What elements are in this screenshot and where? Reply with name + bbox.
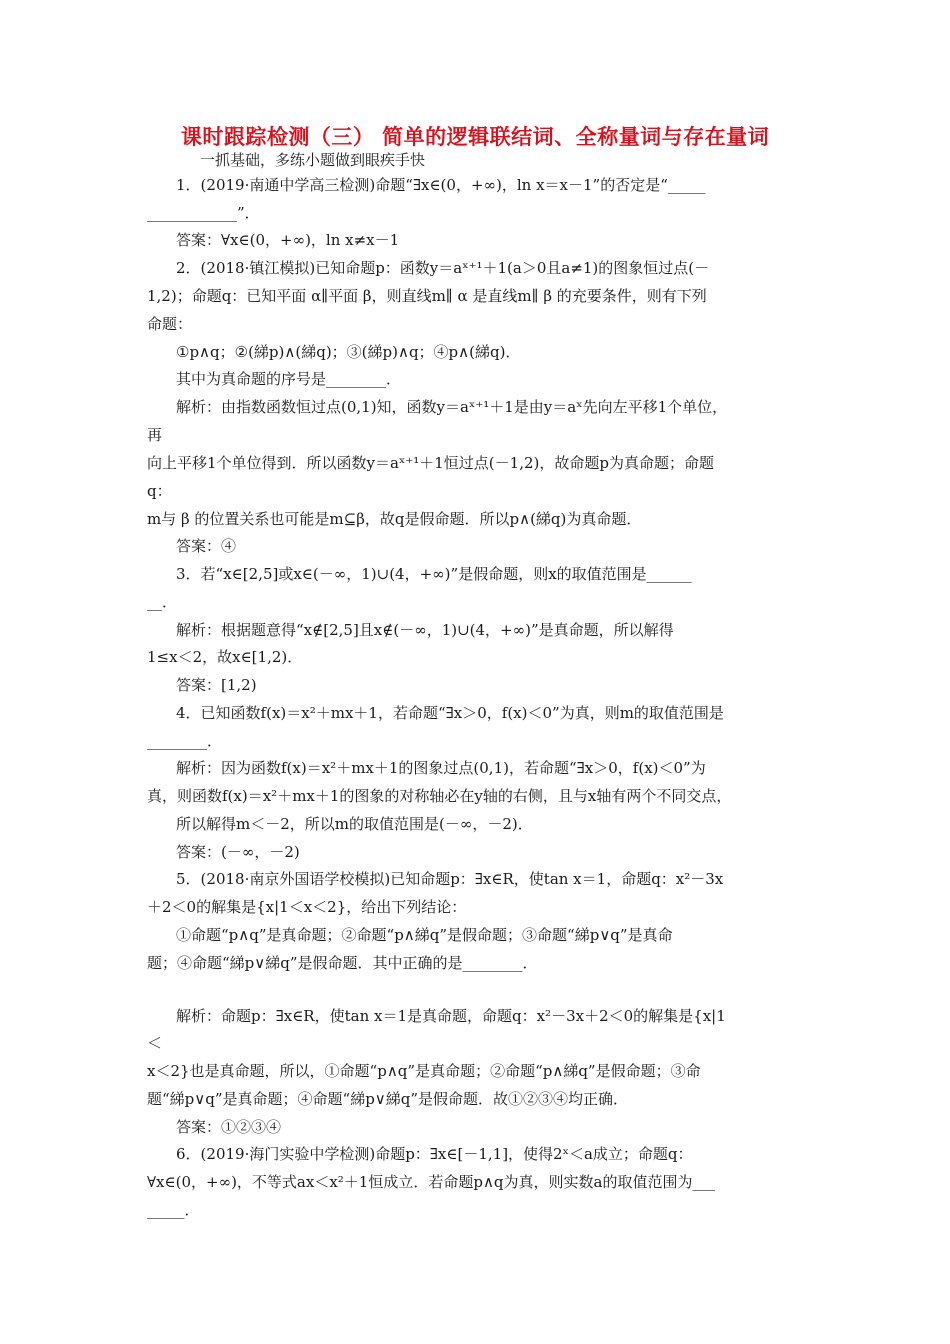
text-line: 答案：(－∞，－2) bbox=[176, 843, 300, 861]
text-line: 解析：由指数函数恒过点(0,1)知，函数y＝aˣ⁺¹＋1是由y＝aˣ先向左平移1个单位， bbox=[176, 398, 728, 416]
text-line: ________． bbox=[147, 732, 223, 750]
text-line: 答案：④ bbox=[176, 537, 237, 555]
text-line: 3．若“x∈[2,5]或x∈(－∞，1)∪(4，+∞)”是假命题，则x的取值范围是______ bbox=[176, 565, 692, 583]
text-line: 题；④命题“綈p∨綈q”是假命题．其中正确的是________． bbox=[147, 954, 538, 972]
text-line: x＜2}也是真命题，所以，①命题“p∧q”是真命题；②命题“p∧綈q”是假命题；③命 bbox=[147, 1062, 701, 1080]
text-line: 1,2)；命题q：已知平面 α∥平面 β，则直线m∥ α 是直线m∥ β 的充要条件，则有下列 bbox=[147, 287, 707, 305]
text-line: 1．(2019·南通中学高三检测)命题“∃x∈(0，+∞)，ln x＝x－1”的否定是“_____ bbox=[176, 176, 706, 194]
text-line: 命题： bbox=[147, 315, 193, 333]
text-line: 2．(2018·镇江模拟)已知命题p：函数y＝aˣ⁺¹＋1(a＞0且a≠1)的图象恒过点(－ bbox=[176, 259, 710, 277]
text-line: ____________”． bbox=[147, 204, 260, 222]
text-line: 1≤x＜2，故x∈[1,2)． bbox=[147, 648, 303, 666]
text-line: 解析：根据题意得“x∉[2,5]且x∉(－∞，1)∪(4，+∞)”是真命题，所以解得 bbox=[176, 621, 674, 639]
text-line: 答案：[1,2) bbox=[176, 676, 257, 694]
text-line: m与 β 的位置关系也可能是m⊆β，故q是假命题．所以p∧(綈q)为真命题． bbox=[147, 510, 642, 528]
text-line: 题“綈p∨q”是真命题；④命题“綈p∨綈q”是假命题．故①②③④均正确． bbox=[147, 1090, 629, 1108]
text-line: 5．(2018·南京外国语学校模拟)已知命题p：∃x∈R，使tan x＝1，命题q：x²－3x bbox=[176, 870, 724, 888]
text-line: 解析：命题p：∃x∈R，使tan x＝1是真命题，命题q：x²－3x＋2＜0的解集是{x|1 bbox=[176, 1007, 726, 1025]
section-heading: 一抓基础，多练小题做到眼疾手快 bbox=[200, 151, 426, 169]
text-line: 答案：①②③④ bbox=[176, 1118, 282, 1136]
text-line: 答案：∀x∈(0，+∞)，ln x≠x－1 bbox=[176, 231, 400, 249]
text-line: 真，则函数f(x)＝x²＋mx＋1的图象的对称轴必在y轴的右侧，且与x轴有两个不同交点， bbox=[147, 787, 732, 805]
text-line: _____． bbox=[147, 1201, 200, 1219]
text-line: 再 bbox=[147, 426, 163, 444]
text-line: ＜ bbox=[147, 1034, 163, 1052]
text-line: ①p∧q；②(綈p)∧(綈q)；③(綈p)∧q；④p∧(綈q)． bbox=[176, 343, 521, 361]
text-line: 4．已知函数f(x)＝x²＋mx＋1，若命题“∃x＞0，f(x)＜0”为真，则m的取值范围是 bbox=[176, 704, 724, 722]
text-line: 6．(2019·海门实验中学检测)命题p：∃x∈[－1,1]，使得2ˣ＜a成立；命题q： bbox=[176, 1145, 693, 1163]
text-line: 向上平移1个单位得到．所以函数y＝aˣ⁺¹＋1恒过点(－1,2)，故命题p为真命题；命题 bbox=[147, 454, 714, 472]
text-line: 所以解得m＜－2，所以m的取值范围是(－∞，－2)． bbox=[176, 815, 533, 833]
text-line: 解析：因为函数f(x)＝x²＋mx＋1的图象过点(0,1)，若命题“∃x＞0，f(x)＜0”为 bbox=[176, 759, 706, 777]
text-line: ＋2＜0的解集是{x|1＜x＜2}，给出下列结论： bbox=[147, 898, 467, 916]
text-line: ①命题“p∧q”是真命题；②命题“p∧綈q”是假命题；③命题“綈p∨q”是真命 bbox=[176, 926, 673, 944]
text-line: __． bbox=[147, 593, 178, 611]
text-line: ∀x∈(0，+∞)，不等式ax＜x²＋1恒成立．若命题p∧q为真，则实数a的取值范围为___ bbox=[147, 1173, 715, 1191]
document-title: 课时跟踪检测（三） 简单的逻辑联结词、全称量词与存在量词 bbox=[180, 125, 770, 149]
text-line: q： bbox=[147, 482, 172, 500]
text-line: 其中为真命题的序号是________． bbox=[176, 370, 402, 388]
